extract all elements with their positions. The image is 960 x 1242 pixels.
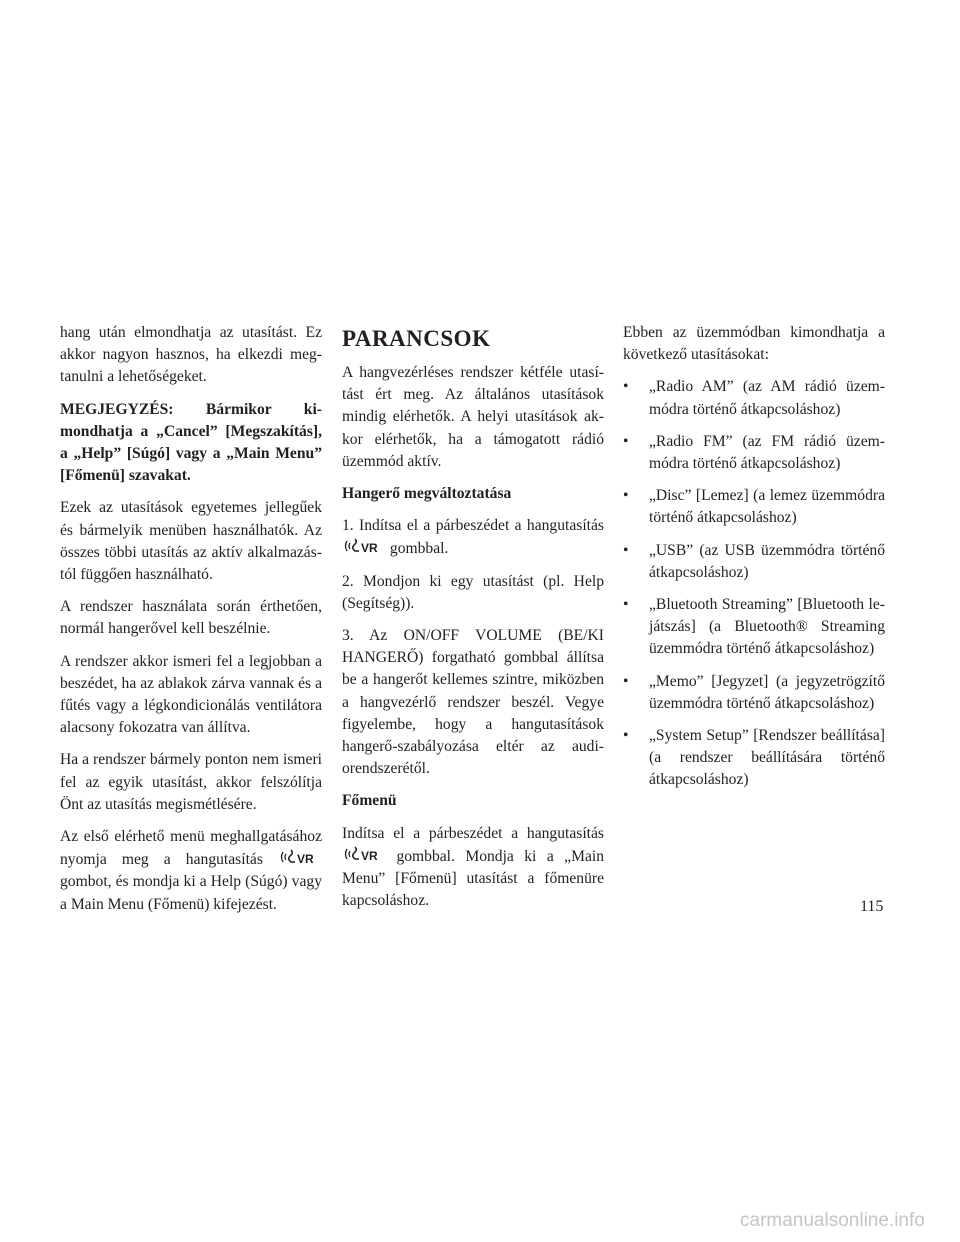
list-item-text: „Radio AM” (az AM rádió üzemmódra történő átkapcsoláshoz) — [649, 378, 885, 418]
list-item — [623, 671, 885, 715]
voice-recognition-vr-icon — [280, 848, 320, 866]
step-3: 3. Az ON/OFF VOLUME (BE/KI HANGERŐ) forgatható gombbal állítsa be a hangerőt kellemes szintre, miközben a hangvezérlő rendszer beszél. Vegye figyelembe, hogy a hangutasítások hangerő-szabályozása eltér az audiorendszerétől. — [342, 627, 604, 778]
list-item-text: „Memo” [Jegyzet] (a jegyzetrögzítő üzemmódra történő átkapcsoláshoz) — [649, 672, 885, 712]
watermark: carmanualsonline.info — [740, 1210, 925, 1231]
bullet: • — [623, 541, 629, 559]
list-item-text: „Disc” [Lemez] (a lemez üzemmódra történő átkapcsoláshoz) — [649, 487, 885, 527]
list-item-text: „System Setup” [Rendszer beállítása] (a rendszer beállítására történő átkapcsoláshoz) — [649, 727, 885, 789]
svg-text:VR: VR — [361, 848, 378, 863]
bullet: • — [623, 596, 629, 614]
list-item — [623, 540, 885, 584]
note-paragraph: MEGJEGYZÉS: Bármikor kimondhatja a „Cancel” [Megszakítás], a „Help” [Súgó] vagy a „Main Menu” [Főmenü] szavakat. — [60, 400, 322, 485]
voice-recognition-vr-icon — [344, 537, 384, 555]
paragraph: A hangvezérléses rendszer kétféle utasítást ért meg. Az általános utasítások mindig elérhetők. A helyi utasítások akkor elérhetők, ha a támogatott rádió üzemmód aktív. — [342, 364, 604, 470]
paragraph-with-icon — [342, 823, 604, 913]
text: 1. Indítsa el a párbeszédet a hangutasítás — [342, 517, 604, 535]
svg-text:VR: VR — [297, 852, 314, 867]
subheading: Főmenü — [342, 792, 397, 810]
list-item — [623, 376, 885, 420]
bullet: • — [623, 672, 629, 690]
section-heading: PARANCSOK — [342, 326, 491, 351]
list-item — [623, 594, 885, 661]
list-item — [623, 485, 885, 529]
text: Indítsa el a párbeszédet a hangutasítás — [342, 824, 604, 842]
command-list — [623, 376, 885, 791]
paragraph: hang után elmondhatja az utasítást. Ez akkor nagyon hasznos, ha elkezdi megtanulni a lehetőségeket. — [60, 324, 322, 386]
paragraph: A rendszer használata során érthetően, normál hangerővel kell beszélnie. — [60, 598, 322, 638]
text: gombot, és mondja ki a Help (Súgó) vagy a Main Menu (Főmenü) kifejezést. — [60, 873, 322, 913]
column-middle — [342, 322, 604, 922]
subheading: Hangerő megváltoztatása — [342, 485, 512, 503]
paragraph: Ebben az üzemmódban kimondhatja a következő utasításokat: — [623, 324, 885, 364]
svg-text:VR: VR — [361, 541, 378, 556]
bullet: • — [623, 727, 629, 745]
text: gombbal. Mondja ki a „Main Menu” [Főmenü] utasítást a főmenüre kapcsoláshoz. — [342, 847, 604, 910]
list-item-text: „Bluetooth Streaming” [Bluetooth lejátszás] (a Bluetooth® Streaming üzemmódra történő átkapcsoláshoz) — [649, 596, 885, 658]
column-left — [60, 322, 322, 926]
list-item-text: „USB” (az USB üzemmódra történő átkapcsoláshoz) — [649, 541, 885, 581]
voice-recognition-vr-icon — [344, 845, 384, 863]
list-item — [623, 725, 885, 792]
paragraph-with-icon — [60, 826, 322, 916]
list-item — [623, 431, 885, 475]
column-right — [623, 322, 885, 802]
bullet: • — [623, 487, 629, 505]
paragraph: Ezek az utasítások egyetemes jellegűek és bármelyik menüben használhatók. Az összes többi utasítás az aktív alkalmazástól függően használható. — [60, 499, 322, 584]
paragraph: Ha a rendszer bármely ponton nem ismeri fel az egyik utasítást, akkor felszólítja Önt az utasítás megismétlésére. — [60, 751, 322, 813]
step-1 — [342, 515, 604, 560]
text: Az első elérhető menü meghallgatásához nyomja meg a hangutasítás — [60, 828, 322, 869]
step-2: 2. Mondjon ki egy utasítást (pl. Help (Segítség)). — [342, 572, 604, 612]
bullet: • — [623, 432, 629, 450]
page-number: 115 — [860, 898, 884, 915]
text: gombbal. — [389, 540, 449, 558]
bullet: • — [623, 378, 629, 396]
paragraph: A rendszer akkor ismeri fel a legjobban a beszédet, ha az ablakok zárva vannak és a fűtés vagy a légkondicionálás ventilátora alacsony fokozatra van állítva. — [60, 652, 322, 737]
list-item-text: „Radio FM” (az FM rádió üzemmódra történő átkapcsoláshoz) — [649, 432, 885, 473]
